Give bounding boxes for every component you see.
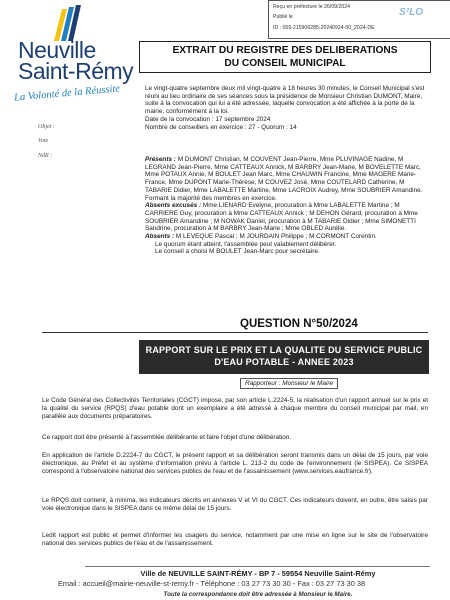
question-number: QUESTION N°50/2024 (240, 318, 358, 330)
logo-name-line1: Neuville (18, 37, 96, 63)
presents-label: Présents : (145, 156, 176, 163)
margin-note-vote: Vote (38, 138, 49, 144)
rapporteur: Rapporteur : Monsieur le Maire (240, 378, 338, 389)
paragraph-publication: Ledit rapport est public et permet d'informer les usagers du service, notamment par une mise en ligne sur le site de l'observatoire national des services publics de l'eau et de l'assainissement. (42, 532, 428, 547)
stamp-received: Reçu en préfecture le 26/09/2024 (273, 4, 351, 10)
absents-list: M LEVEQUE Pascal ; M JOURDAIN Philippe ; M CORMONT Corentin. (175, 233, 377, 241)
councillor-counts: Nombre de conseillers en exercice : 27 - Quorum : 14 (145, 123, 297, 131)
logo-name-line2: Saint-Rémy (18, 58, 134, 84)
report-banner (139, 340, 429, 374)
register-title-line1: EXTRAIT DU REGISTRE DES DELIBERATIONS (172, 45, 398, 56)
footer-divider (85, 566, 430, 567)
paragraph-transmission: En application de l'article D.2224-7 du CGCT, le présent rapport et sa délibération seront transmis dans un délai de 15 jours, par voie électronique, au Préfet et au système d'information prévu à l'article L. 213-2 du code de l'environnement (le SISPEA). Ce SISPEA correspond à l'observatoire national des services publics de l'eau et de l'assainissement (www.services.eaufrance.fr). (42, 452, 428, 475)
excused-label: Absents excusés : (145, 202, 202, 210)
paragraph-indicators: Le RPQS doit contenir, à minima, les indicateurs décrits en annexes V et VI du CGCT. Ces indicateurs doivent, en outre, être saisis par voie électronique dans le SISPEA dans ce même délai de 15 jours. (42, 497, 428, 512)
question-divider (42, 332, 428, 333)
quorum-line: Le quorum étant atteint, l'assemblée peut valablement délibérer. (155, 240, 337, 248)
paragraph-cgct: Le Code Général des Collectivités Territoriales (CGCT) impose, par son article L.2224-5, la réalisation d'un rapport annuel sur le prix et la qualité du service (RPQS) d'eau potable dont un exemplaire a été adressé à chaque membre du conseil municipal par mail, en parallèle aux documents préparatoires. (42, 397, 428, 420)
margin-note-object: Objet : (38, 124, 55, 130)
footer-address: Ville de NEUVILLE SAINT-RÉMY - BP 7 - 59554 Neuville Saint-Rémy (140, 569, 376, 578)
register-title-box (139, 41, 431, 73)
majority-line: Formant la majorité des membres en exercice. (145, 194, 277, 202)
attendance (145, 156, 428, 256)
session-intro (145, 85, 428, 131)
presents-list: M DUMONT Christian, M COUVENT Jean-Pierre, Mme PLUVINAGE Nadine, M LEGRAND Jean-Pierre, Mme CATTEAUX Annick, M BARBRY Jean-Marie, M BOVELETTE Marc, Mme POTAUX Annie, M BOULET Jean Marc, Mme CHAUWIN Francine, Mme MAGERE Marie-France, Mme DUPONT Marie-Thérèse, M COUVEZ José, Mme COUTELARD Catherine, M TABARIE Didier, Mme LABALETTE Martine, Mme LACROIX Audrey, Mme SOUBRIER Amandine. (145, 156, 423, 194)
report-title-line1: RAPPORT SUR LE PRIX ET LA QUALITE DU SERVICE PUBLIC (145, 345, 423, 355)
register-title-line2: DU CONSEIL MUNICIPAL (224, 58, 346, 69)
convocation-date: Date de la convocation : 17 septembre 2024 (145, 115, 271, 123)
stamp-id: ID : 059-215906285-20240924-50_2024-DE (273, 25, 375, 31)
absents-label: Absents : (145, 233, 175, 241)
stamp-published: Publié le (273, 14, 293, 20)
prefecture-stamp (268, 0, 450, 39)
paragraph-presentation: Ce rapport doit être présenté à l'assemblée délibérante et faire l'objet d'une délibération. (42, 434, 292, 441)
logo-tagline: La Volonté de la Réussite (13, 83, 121, 104)
intro-text: Le vingt-quatre septembre deux mil vingt-quatre à 18 heures 30 minutes, le Conseil Municipal s'est réuni au lieu ordinaire de ses séances sous la présidence de Monsieur Christian DUMONT, Maire, suite à la convocation qui lui a été adressée, laquelle convocation a été affichée à la porte de la mairie, conformément à la loi. (145, 85, 425, 116)
excused-list: Mme LIENARD Evelyne, procuration à Mme LABALETTE Martine ; M CARRIERE Guy, procuration à Mme CATTEAUX Annick ; M DEHON Gérard, procuration à Mme SOUBRIER Amandine ; M NOWAK Daniel, procuration à M TABARIE Didier ; Mme SIMONETTI Sandrine, procuration à M BARBRY Jean-Marie ; Mme OBLED Aurélie. (145, 202, 418, 233)
report-title-line2: D'EAU POTABLE - ANNEE 2023 (214, 357, 354, 367)
stamp-logo: S²LO (399, 7, 423, 18)
secretary-line: Le conseil a choisi M BOULET Jean-Marc pour secrétaire. (155, 248, 320, 256)
footer-notice: Toute la correspondance doit être adressée à Monsieur le Maire. (163, 591, 353, 598)
margin-note-ndr: NdR : (38, 153, 53, 159)
footer-contact: Email : accueil@mairie-neuville-st-remy.fr - Téléphone : 03 27 73 30 30 - Fax : 03 27 73 30 38 (58, 579, 366, 588)
